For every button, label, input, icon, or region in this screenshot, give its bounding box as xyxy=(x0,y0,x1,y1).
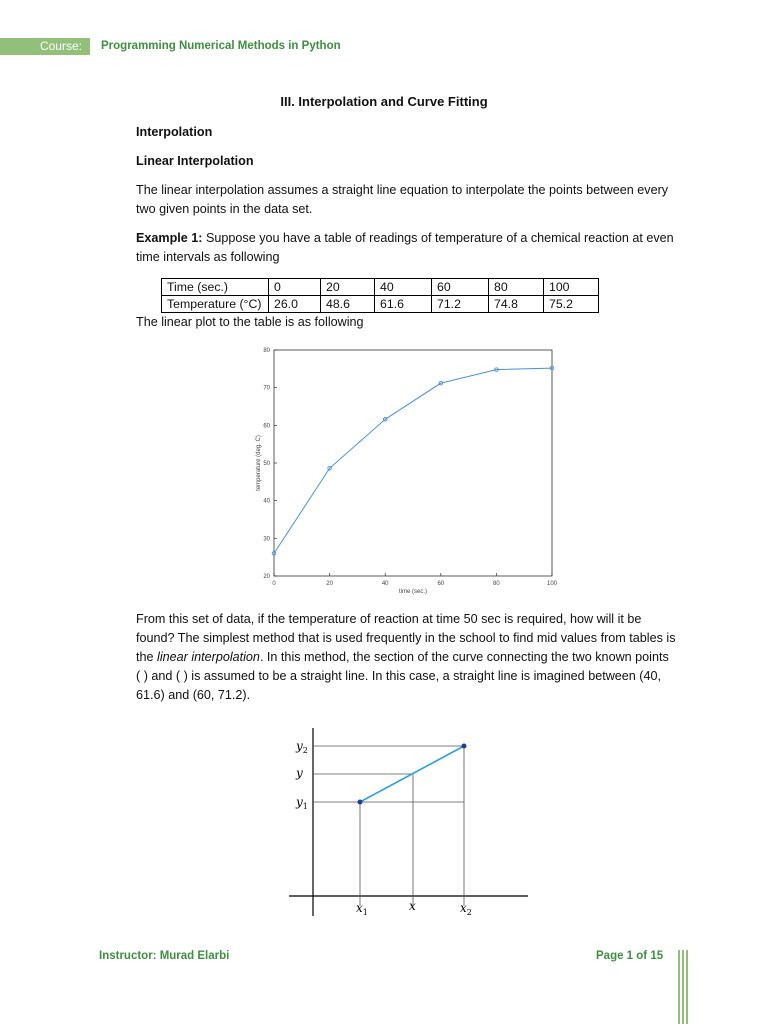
table-cell: 74.8 xyxy=(489,296,544,313)
footer-instructor: Instructor: Murad Elarbi xyxy=(99,950,230,962)
y-tick-label: 70 xyxy=(263,385,270,392)
plot-frame xyxy=(274,350,552,576)
course-tag: Course: xyxy=(0,38,90,55)
paragraph-interpolation xyxy=(136,610,676,705)
table-cell: 71.2 xyxy=(432,296,489,313)
x-tick-label: 60 xyxy=(437,581,445,587)
x-tick-label: 100 xyxy=(546,581,558,587)
temperature-chart xyxy=(244,340,574,600)
label-y: y xyxy=(296,766,303,780)
heading-interpolation: Interpolation xyxy=(136,125,213,139)
x-tick-label: 40 xyxy=(381,581,389,587)
table-cell: 61.6 xyxy=(375,296,432,313)
footer-rule xyxy=(682,950,684,1024)
table-row xyxy=(162,296,599,313)
series-line xyxy=(274,368,552,553)
table-cell: 80 xyxy=(489,279,544,296)
interpolation-diagram xyxy=(286,728,536,923)
y-axis-label: temperature (deg. C) xyxy=(256,435,262,491)
table-cell: Time (sec.) xyxy=(162,279,269,296)
para2-text-b: . In this method, the section of the curve connecting the two known points ( ) and ( ) is assumed to be a straight line. In this case, a straight line is imagined between (40, 61.6) and (60, 71.2). xyxy=(136,650,669,702)
point-2 xyxy=(462,744,467,749)
table-cell: 26.0 xyxy=(269,296,321,313)
point-1 xyxy=(358,800,363,805)
section-title: III. Interpolation and Curve Fitting xyxy=(280,94,488,109)
para2-emphasis: linear interpolation xyxy=(157,650,260,664)
plot-caption: The linear plot to the table is as following xyxy=(136,315,364,329)
x-tick-label: 0 xyxy=(272,581,276,587)
x-axis-label: time (sec.) xyxy=(398,589,428,595)
y-tick-label: 60 xyxy=(263,423,270,430)
table-row xyxy=(162,279,599,296)
table-cell: 75.2 xyxy=(544,296,599,313)
para2-text-a: From this set of data, if the temperature of reaction at time 50 sec is required, how will it be found? The simplest method that is used frequently in the school to find mid values from tables is the xyxy=(136,612,676,664)
example-label: Example 1: xyxy=(136,231,203,245)
footer-rule xyxy=(678,950,680,1024)
data-table xyxy=(161,278,599,313)
label-x2: $x_2$ xyxy=(460,901,472,917)
label-x: x xyxy=(409,899,416,913)
table-cell: 100 xyxy=(544,279,599,296)
table-cell: 60 xyxy=(432,279,489,296)
x-tick-label: 80 xyxy=(493,581,500,587)
label-x1: $x_1$ xyxy=(356,901,368,917)
course-title: Programming Numerical Methods in Python xyxy=(101,40,341,52)
heading-linear-interpolation: Linear Interpolation xyxy=(136,154,254,168)
table-cell: Temperature (°C) xyxy=(162,296,269,313)
example-text: Suppose you have a table of readings of temperature of a chemical reaction at even time intervals as following xyxy=(136,231,674,264)
y-tick-label: 50 xyxy=(263,461,270,467)
table-cell: 48.6 xyxy=(321,296,375,313)
footer-page-number: Page 1 of 15 xyxy=(596,950,664,962)
footer-rule xyxy=(686,950,688,1024)
example-paragraph xyxy=(136,229,676,267)
label-y2: $y_2$ xyxy=(296,739,308,755)
label-y1: $y_1$ xyxy=(296,795,308,811)
table-cell: 20 xyxy=(321,279,375,296)
y-tick-label: 30 xyxy=(263,536,270,543)
table-cell: 0 xyxy=(269,279,321,296)
y-tick-label: 80 xyxy=(263,348,270,354)
y-tick-label: 20 xyxy=(263,574,270,580)
paragraph-intro: The linear interpolation assumes a straight line equation to interpolate the points between every two given points in the data set. xyxy=(136,183,669,216)
y-tick-label: 40 xyxy=(263,498,270,505)
x-tick-label: 20 xyxy=(326,581,333,587)
table-cell: 40 xyxy=(375,279,432,296)
